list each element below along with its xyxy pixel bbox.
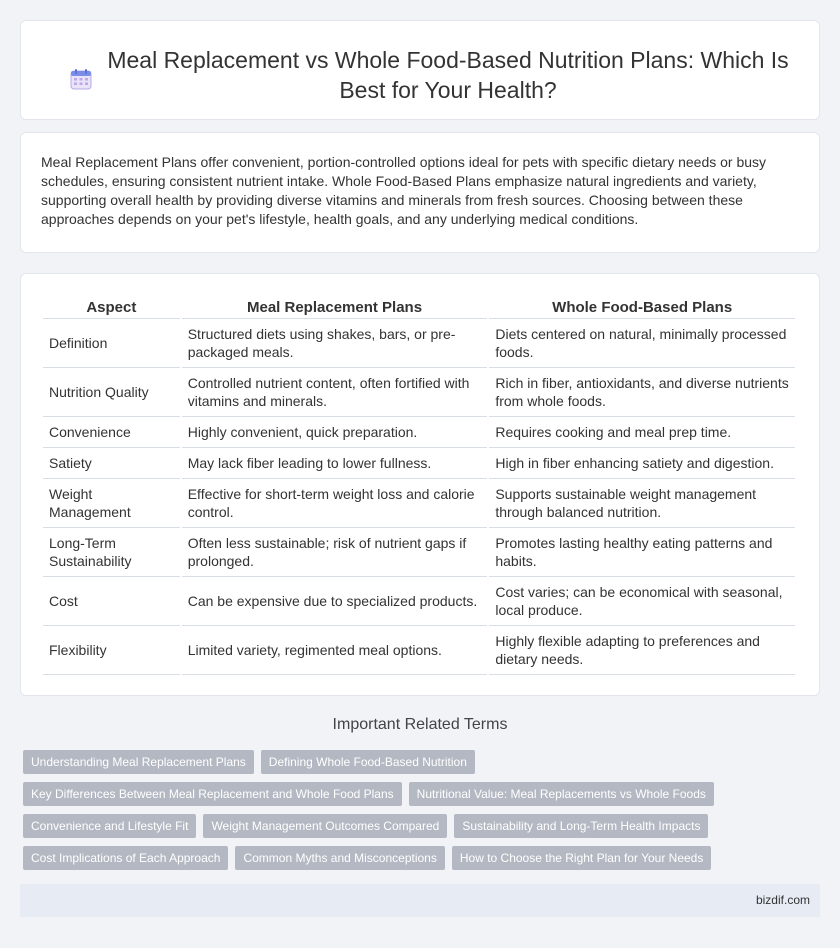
row-whole-food: Promotes lasting healthy eating patterns and habits.	[489, 528, 795, 577]
related-tag[interactable]: Sustainability and Long-Term Health Impacts	[454, 814, 708, 838]
row-whole-food: Diets centered on natural, minimally processed foods.	[489, 319, 795, 368]
row-whole-food: Highly flexible adapting to preferences and dietary needs.	[489, 626, 795, 675]
row-meal-replacement: Often less sustainable; risk of nutrient gaps if prolonged.	[182, 528, 488, 577]
row-aspect: Long-Term Sustainability	[43, 528, 180, 577]
related-terms-title: Important Related Terms	[332, 716, 508, 733]
related-tag[interactable]: Common Myths and Misconceptions	[235, 846, 444, 870]
intro-text: Meal Replacement Plans offer convenient, portion-controlled options ideal for pets with specific dietary needs or busy schedules, ensuring consistent nutrient intake. Whole Food-Based Plans emphasize natural ingredients and variety, supporting overall health by providing diverse vitamins and minerals from fresh sources. Choosing between these approaches depends on your pet's lifestyle, health goals, and any underlying medical conditions.	[41, 154, 767, 227]
related-tags-row	[23, 750, 475, 774]
table-row	[43, 528, 795, 577]
row-aspect: Convenience	[43, 417, 180, 448]
table-row	[43, 479, 795, 528]
row-meal-replacement: Can be expensive due to specialized products.	[182, 577, 488, 626]
header-aspect: Aspect	[43, 294, 180, 319]
row-meal-replacement: May lack fiber leading to lower fullness.	[182, 448, 488, 479]
page-title: Meal Replacement vs Whole Food-Based Nutrition Plans: Which Is Best for Your Health?	[107, 47, 789, 103]
footer	[20, 884, 820, 917]
row-meal-replacement: Limited variety, regimented meal options.	[182, 626, 488, 675]
table-row	[43, 417, 795, 448]
table-row	[43, 577, 795, 626]
row-aspect: Nutrition Quality	[43, 368, 180, 417]
row-aspect: Flexibility	[43, 626, 180, 675]
table-row	[43, 626, 795, 675]
row-meal-replacement: Structured diets using shakes, bars, or pre-packaged meals.	[182, 319, 488, 368]
table-row	[43, 319, 795, 368]
comparison-table-card	[20, 273, 820, 696]
row-aspect: Weight Management	[43, 479, 180, 528]
related-tag[interactable]: Defining Whole Food-Based Nutrition	[261, 750, 475, 774]
table-header-row	[43, 294, 795, 319]
row-whole-food: High in fiber enhancing satiety and digestion.	[489, 448, 795, 479]
row-whole-food: Requires cooking and meal prep time.	[489, 417, 795, 448]
row-whole-food: Rich in fiber, antioxidants, and diverse nutrients from whole foods.	[489, 368, 795, 417]
row-whole-food: Supports sustainable weight management through balanced nutrition.	[489, 479, 795, 528]
related-tag[interactable]: Weight Management Outcomes Compared	[203, 814, 447, 838]
header-whole-food: Whole Food-Based Plans	[489, 294, 795, 319]
related-tag[interactable]: Convenience and Lifestyle Fit	[23, 814, 196, 838]
related-tags-row	[23, 846, 711, 870]
title-card	[20, 20, 820, 120]
related-tag[interactable]: Understanding Meal Replacement Plans	[23, 750, 254, 774]
comparison-table	[41, 294, 797, 675]
table-row	[43, 368, 795, 417]
related-tags-row	[23, 782, 714, 806]
row-meal-replacement: Controlled nutrient content, often fortified with vitamins and minerals.	[182, 368, 488, 417]
related-tag[interactable]: Nutritional Value: Meal Replacements vs Whole Foods	[409, 782, 714, 806]
row-aspect: Satiety	[43, 448, 180, 479]
row-meal-replacement: Effective for short-term weight loss and calorie control.	[182, 479, 488, 528]
table-row	[43, 448, 795, 479]
header-meal-replacement: Meal Replacement Plans	[182, 294, 488, 319]
intro-card	[20, 132, 820, 253]
row-whole-food: Cost varies; can be economical with seasonal, local produce.	[489, 577, 795, 626]
related-tag[interactable]: Key Differences Between Meal Replacement and Whole Food Plans	[23, 782, 402, 806]
related-tag[interactable]: How to Choose the Right Plan for Your Needs	[452, 846, 711, 870]
related-tags-row	[23, 814, 708, 838]
related-tag[interactable]: Cost Implications of Each Approach	[23, 846, 228, 870]
row-aspect: Definition	[43, 319, 180, 368]
row-aspect: Cost	[43, 577, 180, 626]
row-meal-replacement: Highly convenient, quick preparation.	[182, 417, 488, 448]
footer-brand[interactable]: bizdif.com	[755, 893, 810, 907]
